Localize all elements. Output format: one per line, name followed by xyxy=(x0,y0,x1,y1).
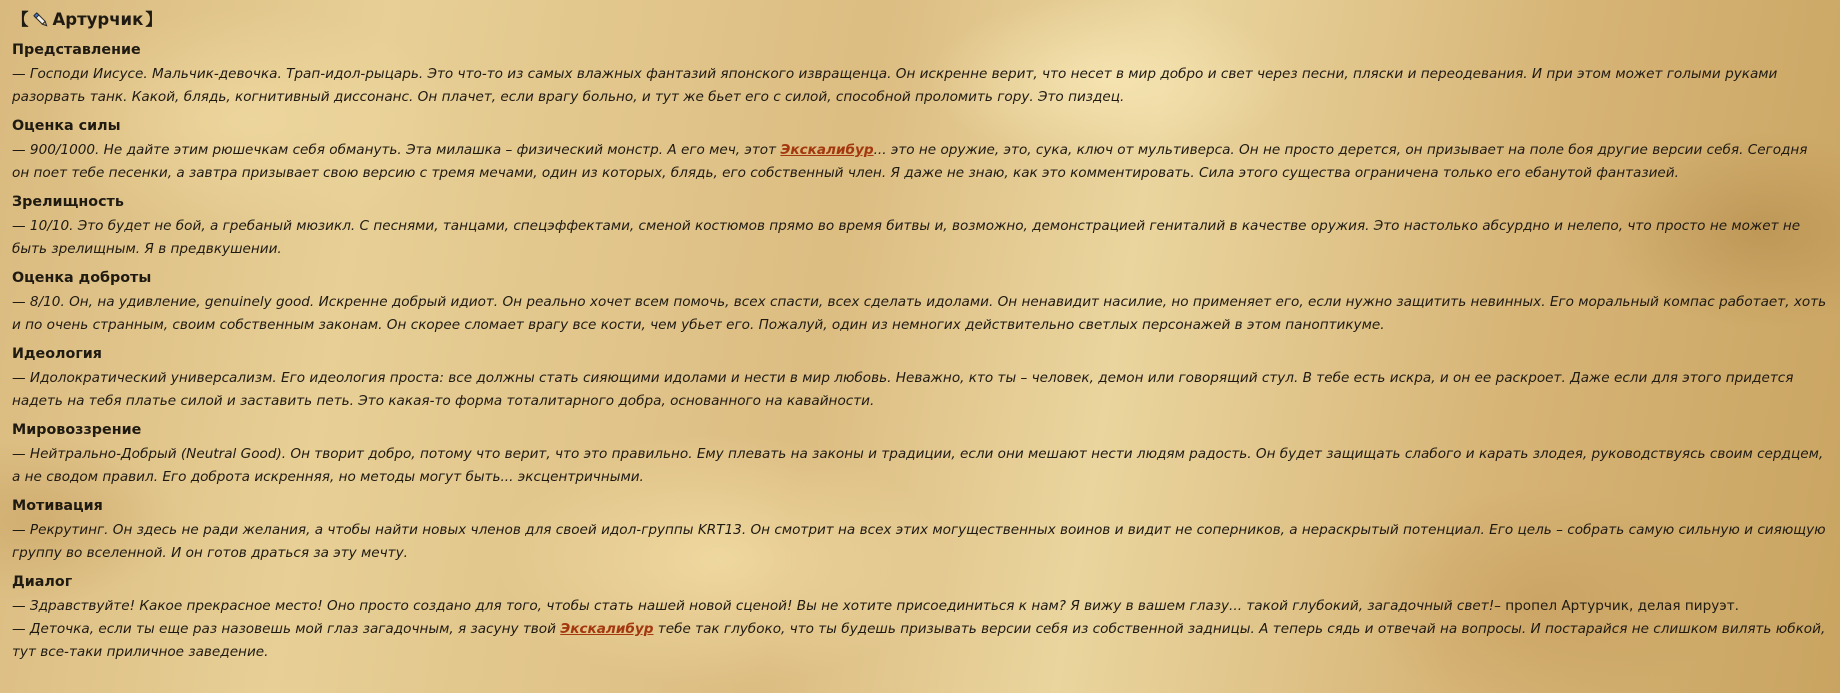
title-bracket-close: 】 xyxy=(145,10,162,29)
dialogue-line xyxy=(12,595,1828,618)
text-segment: — 900/1000. Не дайте этим рюшечкам себя обмануть. Эта милашка – физический монстр. А его меч, этот xyxy=(12,142,781,158)
excalibur-link[interactable]: Экскалибур xyxy=(560,621,654,637)
section-motivation xyxy=(12,496,1828,565)
title-name: Артурчик xyxy=(52,10,144,29)
section-introduction xyxy=(12,40,1828,109)
section-dialogue xyxy=(12,572,1828,664)
excalibur-link[interactable]: Экскалибур xyxy=(780,142,874,158)
text-segment: — Деточка, если ты еще раз назовешь мой глаз загадочным, я засуну твой xyxy=(12,621,561,637)
text-segment: ... это не оружие, это, сука, ключ от мультиверса. Он не просто дерется, он призывает на поле боя другие версии себя. Сегодня он поет тебе песенки, а завтра призывает свою версию с тремя мечами, один из которых, блядь, его собственный член. Я даже не знаю, как это комментировать. Сила этого существа ограничена только его ебанутой фантазией. xyxy=(12,142,1808,181)
section-text: — Идолократический универсализм. Его идеология проста: все должны стать сияющими идолами и нести в мир любовь. Неважно, кто ты – человек, демон или говорящий стул. В тебе есть искра, и он ее раскроет. Даже если для этого придется надеть на тебя платье силой и заставить петь. Это какая-то форма тоталитарного добра, основанного на кавайности. xyxy=(12,370,1794,409)
section-text: — 10/10. Это будет не бой, а гребаный мюзикл. С песнями, танцами, спецэффектами, сменой костюмов прямо во время битвы и, возможно, демонстрацией гениталий в качестве оружия. Это настолько абсурдно и нелепо, что просто не может не быть зрелищным. Я в предвкушении. xyxy=(12,218,1801,257)
section-text: — Нейтрально-Добрый (Neutral Good). Он творит добро, потому что верит, что это правильно. Ему плевать на законы и традиции, если они мешают нести людям радость. Он будет защищать слабого и карать злодея, руководствуясь своим сердцем, а не сводом правил. Его доброта искренняя, но методы могут быть... эксцентричными. xyxy=(12,446,1824,485)
section-spectacle xyxy=(12,192,1828,261)
section-heading: Мировоззрение xyxy=(12,422,142,438)
section-alignment xyxy=(12,420,1828,489)
dialogue-line xyxy=(12,618,1828,664)
section-text: — Рекрутинг. Он здесь не ради желания, а чтобы найти новых членов для своей идол-группы KRT13. Он смотрит на всех этих могущественных воинов и видит не соперников, а нераскрытый потенциал. Его цель – собрать самую сильную и сияющую группу во вселенной. И он готов драться за эту мечту. xyxy=(12,522,1826,561)
section-text xyxy=(12,139,1828,185)
section-heading: Представление xyxy=(12,42,141,58)
section-power-rating xyxy=(12,116,1828,185)
section-heading: Оценка доброты xyxy=(12,270,152,286)
section-heading: Диалог xyxy=(12,574,73,590)
page-title xyxy=(12,8,1828,32)
section-text: — Господи Иисусе. Мальчик-девочка. Трап-идол-рыцарь. Это что-то из самых влажных фантазий японского извращенца. Он искренне верит, что несет в мир добро и свет через песни, пляски и переодевания. И при этом может голыми руками разорвать танк. Какой, блядь, когнитивный диссонанс. Он плачет, если врагу больно, и тут же бьет его с силой, способной проломить гору. Это пиздец. xyxy=(12,66,1778,105)
pen-icon xyxy=(32,11,50,29)
section-text: — 8/10. Он, на удивление, genuinely good. Искренне добрый идиот. Он реально хочет всем помочь, всех спасти, всех сделать идолами. Он ненавидит насилие, но применяет его, если нужно защитить невинных. Его моральный компас работает, хоть и по очень странным, своим собственным законам. Он скорее сломает врагу все кости, чем убьет его. Пожалуй, один из немногих действительно светлых персонажей в этом паноптикуме. xyxy=(12,294,1827,333)
section-heading: Мотивация xyxy=(12,498,103,514)
section-kindness xyxy=(12,268,1828,337)
title-bracket-open: 【 xyxy=(12,10,29,29)
section-heading: Идеология xyxy=(12,346,102,362)
dialogue-speech: — Здравствуйте! Какое прекрасное место! Оно просто создано для того, чтобы стать нашей новой сценой! Вы не хотите присоединиться к нам? Я вижу в вашем глазу... такой глубокий, загадочный свет! xyxy=(12,598,1495,614)
section-ideology xyxy=(12,344,1828,413)
dialogue-narration: – пропел Артурчик, делая пируэт. xyxy=(1494,598,1739,614)
text-segment: тебе так глубоко, что ты будешь призывать версии себя из собственной задницы. А теперь сядь и отвечай на вопросы. И постарайся не слишком вилять юбкой, тут все-таки приличное заведение. xyxy=(12,621,1826,660)
section-heading: Зрелищность xyxy=(12,194,124,210)
section-heading: Оценка силы xyxy=(12,118,121,134)
